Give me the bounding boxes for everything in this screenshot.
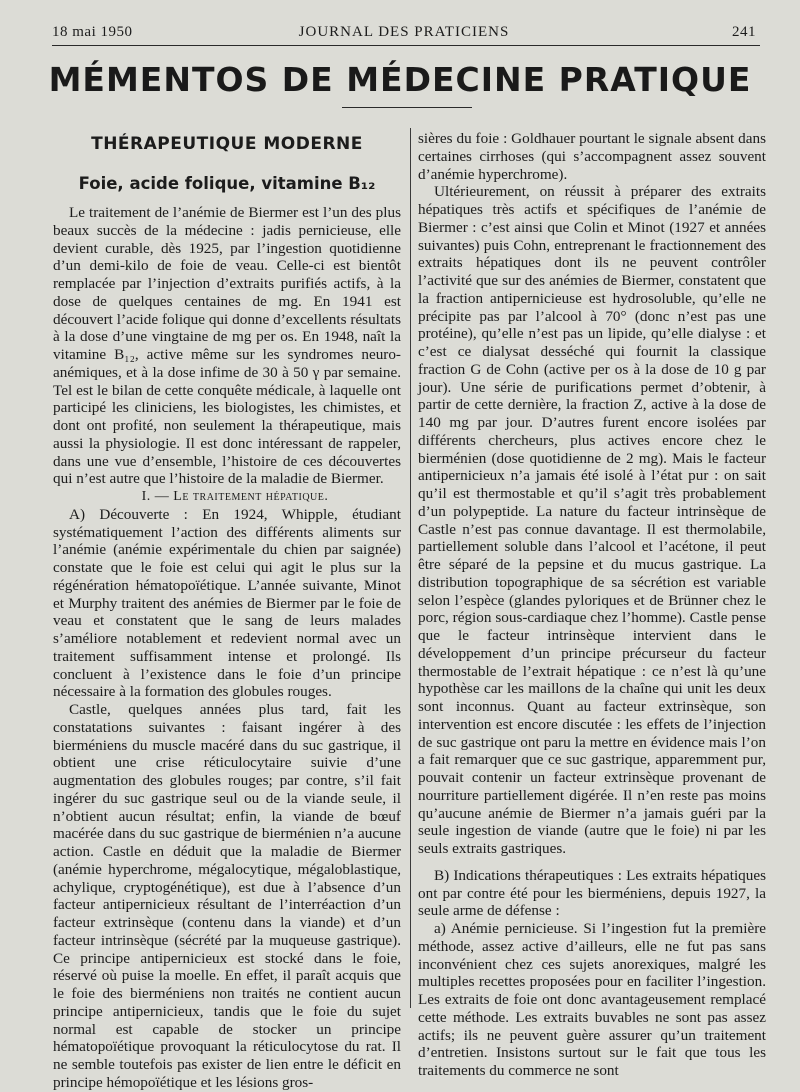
article-title: Foie, acide folique, vitamine B₁₂ xyxy=(78,174,376,193)
paragraph-indications: B) Indications thérapeutiques : Les extraits hépatiques ont par contre été pour les bierméniens, depuis 1927, la seule arme de défense : xyxy=(418,866,766,920)
paragraph-castle: Castle, quelques années plus tard, fait les constatations suivantes : faisant ingérer à des bierméniens du muscle macéré dans du suc gastrique, il obtient une crise réticulocytaire suivie d’une augmentation des globules rouges; par contre, s’il fait ingérer du suc gastrique seul ou de la viande seule, il n’obtient aucun résultat; enfin, la viande de bœuf macérée dans du suc gastrique de bierménien n’a aucune action. Castle en déduit que la maladie de Biermer (anémie hyperchrome, mégalocytique, mégaloblastique, achylique, cryptogénétique), est due à l’absence d’un facteur antipernicieux résultant de l’interréaction d’un facteur extrinsèque (contenu dans la viande) et d’un facteur intrinsèque (sécrété par la muqueuse gastrique). Ce principe antipernicieux est stocké dans le foie, réservé où puise la moelle. En effet, il paraît acquis que le foie des bierméniens non traités ne contient aucun principe antipernicieux, tandis que le foie du sujet normal est capable de stocker un principe hématopoïétique provoquant la réticulocytose du rat. Il ne semble toutefois pas exister de lien entre le déficit en principe hémopoïétique et les lésions gros- xyxy=(53,701,401,1091)
column-divider xyxy=(410,128,411,1008)
title-rule xyxy=(342,107,472,108)
left-column xyxy=(53,130,401,1092)
paragraph-extracts: Ultérieurement, on réussit à préparer des extraits hépatiques très actifs et spécifiques de l’anémie de Biermer : c’est ainsi que Colin et Minot (1927 et années suivantes) puis Cohn, entreprenant le fractionnement des extraits hépatiques dont ils ne peuvent contrôler l’activité que sur des anémies de Biermer, constatent que la fraction antipernicieuse est hydrosoluble, qu’elle ne précipite pas par l’alcool à 70° (donc n’est pas une protéine), qu’elle n’est pas un lipide, qu’elle dialyse : et c’est ce dialysat desséché qui fournit la classique fraction G de Cohn (active per os à la dose de 10 g par jour). Une série de purifications permet d’obtenir, à partir de cette dernière, la fraction Z, active à la dose de 140 mg par jour. D’autres furent encore isolées par différents chercheurs, plus actives encore chez le bierménien (dose quotidienne de 2 mg). Mais le facteur antipernicieux n’a jamais été isolé à l’état pur : on sait qu’il est thermostable et qu’il s’agit très probablement d’un polypeptide. La nature du facteur intrinsèque de Castle n’est pas connue davantage. Il est thermolabile, partiellement soluble dans l’alcool et l’acétone, il peut être séparé de la pepsine et du mucus gastrique. La distribution topographique de sa sécrétion est variable selon l’espèce (glandes pyloriques et de Brünner chez le porc, région sous-cardiaque chez l’homme). Castle pense que le facteur intrinsèque intervient dans le développement d’un principe précurseur du facteur thermostable de l’extrait hépatique : ce n’est là qu’une hypothèse car les maillons de la chaîne qui unit les deux sont inconnus. Quant au facteur extrinsèque, son intervention est encore discutée : les effets de l’injection de suc gastrique ont paru la mettre en évidence mais l’on a fait remarquer que ce suc gastrique, apparemment pur, pouvait contenir un facteur extrinsèque provenant de nourriture partiellement digérée. Il n’en reste pas moins qu’aucune anémie de Biermer n’a jamais guéri par la seule ingestion de viande (autre que le foie) ni par les seuls extraits gastriques. xyxy=(418,183,766,857)
journal-name: JOURNAL DES PRATICIENS xyxy=(298,24,510,40)
paragraph-discovery: A) Découverte : En 1924, Whipple, étudiant systématiquement l’action des différents aliments sur l’anémie (anémie expérimentale du chien par saignée) constate que le foie est celui qui agit le plus sur la régénération hématopoïétique. L’année suivante, Minot et Murphy traitent des anémies de Biermer par le foie de veau et constatent que le sang de leurs malades s’améliore notablement et redevient normal avec un traitement suffisamment intense et prolongé. Ils concluent à l’existence dans le foie d’un principe nécessaire à la formation des globules rouges. xyxy=(53,505,401,701)
running-head xyxy=(52,24,756,44)
header-rule xyxy=(52,45,760,46)
section-heading: THÉRAPEUTIQUE MODERNE xyxy=(91,134,363,154)
subsection-heading: I. — Le traitement hépatique. xyxy=(141,489,329,504)
masthead-title: MÉMENTOS DE MÉDECINE PRATIQUE xyxy=(48,60,752,99)
paragraph-pernicious-anemia: a) Anémie pernicieuse. Si l’ingestion fut la première méthode, assez active d’ailleurs, elle ne fut pas sans inconvénient chez ces sujets anorexiques, malgré les multiples recettes proposées pour en faciliter l’ingestion. Les extraits de foie ont donc avantageusement remplacé cette méthode. Les extraits buvables ne sont pas assez actifs; ils ne peuvent guère assurer qu’un traitement d’entretien. Insistons surtout sur le fait que tous les traitements du commerce ne sont xyxy=(418,920,766,1079)
page-number: 241 xyxy=(732,24,756,40)
issue-date: 18 mai 1950 xyxy=(52,24,133,40)
intro-paragraph: Le traitement de l’anémie de Biermer est l’un des plus beaux succès de la médecine : jadis pernicieuse, elle devient curable, dès 1925, par l’ingestion quotidienne d’un demi-kilo de foie de veau. Celle-ci est bientôt remplacée par l’injection d’extraits purifiés actifs, à la dose de quelques centaines de mg. En 1941 est découvert l’acide folique qui donne d’excellents résultats à la dose d’une vingtaine de mg per os. En 1948, naît la vitamine B₁₂, active même sur les syndromes neuro-anémiques, et à la dose infime de 30 à 50 γ par semaine. Tel est le bilan de cette conquête médicale, à laquelle ont participé les cliniciens, les biologistes, les chimistes, et dont ont profité, non seulement la thérapeutique, mais aussi la physiologie. Il est donc intéressant de rappeler, dans une vue d’ensemble, l’histoire de ces découvertes qui n’est autre que l’histoire de la maladie de Biermer. xyxy=(53,204,401,488)
paragraph-continued: sières du foie : Goldhauer pourtant le signale absent dans certaines cirrhoses (qui s’accompagnent assez souvent d’anémie hyperchrome). xyxy=(418,130,766,183)
right-column xyxy=(418,130,766,1080)
